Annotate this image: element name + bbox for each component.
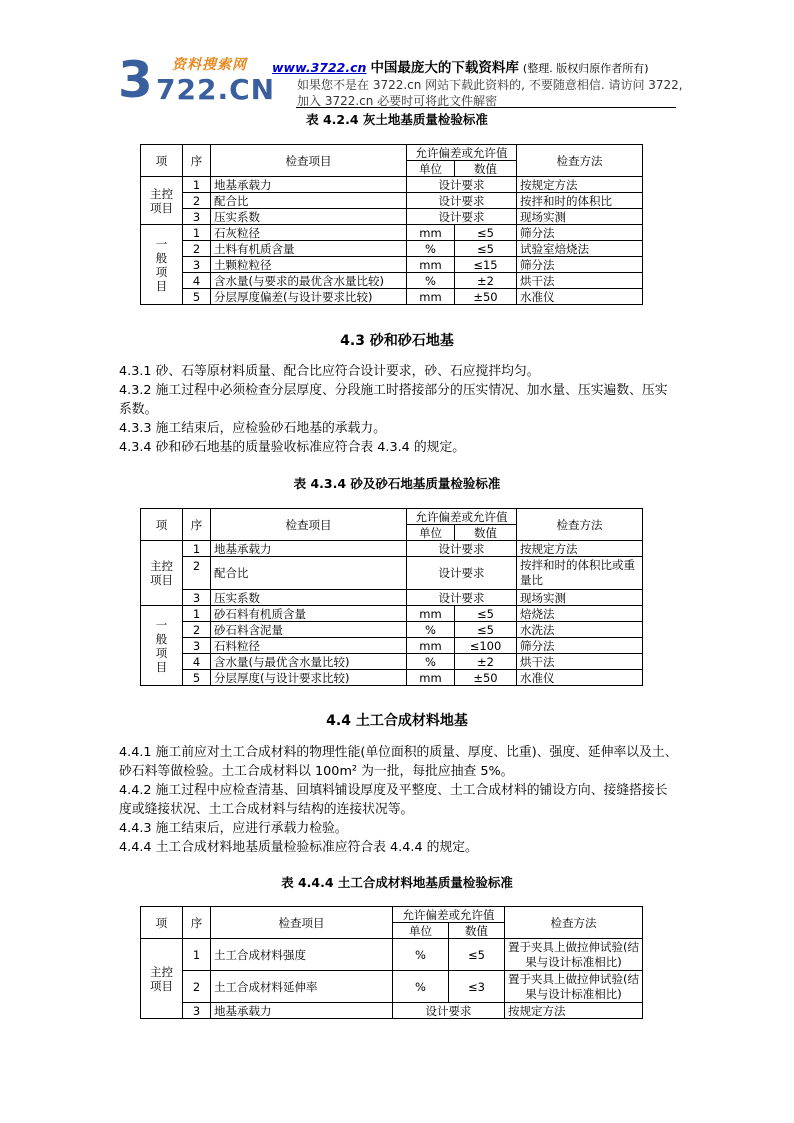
row-value: ±2 bbox=[455, 273, 517, 289]
row-requirement: 设计要求 bbox=[407, 557, 517, 590]
row-item: 分层厚度(与设计要求比较) bbox=[211, 670, 407, 686]
row-unit: mm bbox=[407, 225, 455, 241]
row-method: 焙烧法 bbox=[517, 606, 643, 622]
row-unit: mm bbox=[407, 257, 455, 273]
row-method: 烘干法 bbox=[517, 654, 643, 670]
table-row bbox=[141, 541, 643, 557]
row-method: 按规定方法 bbox=[517, 541, 643, 557]
row-no: 2 bbox=[183, 193, 211, 209]
table-row bbox=[141, 557, 643, 590]
logo-domain: 722.CN bbox=[156, 73, 276, 106]
row-unit: % bbox=[393, 971, 449, 1003]
col-value: 数值 bbox=[449, 923, 505, 939]
table-row bbox=[141, 606, 643, 622]
row-method: 烘干法 bbox=[517, 273, 643, 289]
row-item: 含水量(与最优含水量比较) bbox=[211, 654, 407, 670]
col-seq: 序 bbox=[183, 907, 211, 939]
table-caption-4-2-4: 表 4.2.4 灰土地基质量检验标准 bbox=[306, 112, 488, 127]
row-no: 3 bbox=[183, 257, 211, 273]
table-row bbox=[141, 670, 643, 686]
row-item: 石灰粒径 bbox=[211, 225, 407, 241]
table-row bbox=[141, 209, 643, 225]
table-row bbox=[141, 590, 643, 606]
site-logo[interactable] bbox=[118, 51, 278, 110]
table-row bbox=[141, 654, 643, 670]
row-no: 3 bbox=[183, 638, 211, 654]
group-main: 主控项目 bbox=[141, 939, 183, 1019]
row-value: ≤15 bbox=[455, 257, 517, 273]
row-item: 砂石料含泥量 bbox=[211, 622, 407, 638]
row-no: 2 bbox=[183, 622, 211, 638]
row-item: 压实系数 bbox=[211, 209, 407, 225]
section-title-4-4: 4.4 土工合成材料地基 bbox=[326, 713, 468, 729]
col-method: 检查方法 bbox=[517, 509, 643, 541]
row-value: ≤5 bbox=[455, 606, 517, 622]
site-title: 中国最庞大的下载资料库 bbox=[370, 60, 519, 76]
row-requirement: 设计要求 bbox=[407, 209, 517, 225]
row-value: ≤100 bbox=[455, 638, 517, 654]
table-row bbox=[141, 225, 643, 241]
row-item: 土工合成材料延伸率 bbox=[211, 971, 393, 1003]
col-value: 数值 bbox=[455, 161, 517, 177]
row-value: ±50 bbox=[455, 289, 517, 305]
logo-tagline: 资料搜索网 bbox=[172, 57, 247, 73]
table-row bbox=[141, 939, 643, 971]
row-item: 土工合成材料强度 bbox=[211, 939, 393, 971]
col-seq: 序 bbox=[183, 509, 211, 541]
quality-table-4-3-4 bbox=[140, 508, 643, 686]
row-method: 按规定方法 bbox=[517, 177, 643, 193]
group-main: 主控项目 bbox=[141, 541, 183, 606]
col-unit: 单位 bbox=[407, 525, 455, 541]
row-item: 砂石料有机质含量 bbox=[211, 606, 407, 622]
row-no: 4 bbox=[183, 273, 211, 289]
row-item: 石料粒径 bbox=[211, 638, 407, 654]
row-method: 筛分法 bbox=[517, 257, 643, 273]
row-item: 地基承载力 bbox=[211, 1003, 393, 1019]
row-method: 置于夹具上做拉伸试验(结果与设计标准相比) bbox=[505, 939, 643, 971]
row-item: 土颗粒粒径 bbox=[211, 257, 407, 273]
row-no: 3 bbox=[183, 209, 211, 225]
row-value: ≤3 bbox=[449, 971, 505, 1003]
row-item: 含水量(与要求的最优含水量比较) bbox=[211, 273, 407, 289]
row-item: 分层厚度偏差(与设计要求比较) bbox=[211, 289, 407, 305]
row-no: 5 bbox=[183, 289, 211, 305]
row-requirement: 设计要求 bbox=[407, 177, 517, 193]
row-no: 2 bbox=[183, 557, 211, 590]
row-no: 1 bbox=[183, 606, 211, 622]
row-unit: % bbox=[407, 273, 455, 289]
row-no: 1 bbox=[183, 541, 211, 557]
row-method: 筛分法 bbox=[517, 225, 643, 241]
col-item: 项 bbox=[141, 907, 183, 939]
col-check: 检查项目 bbox=[211, 907, 393, 939]
row-unit: mm bbox=[407, 606, 455, 622]
table-row bbox=[141, 241, 643, 257]
header-line-2: 如果您不是在 3722.cn 网站下载此资料的, 不要随意相信. 请访问 3722, bbox=[297, 78, 683, 92]
group-general: 一般项目 bbox=[141, 606, 183, 686]
row-method: 现场实测 bbox=[517, 590, 643, 606]
col-item: 项 bbox=[141, 509, 183, 541]
row-method: 水准仪 bbox=[517, 670, 643, 686]
row-value: ±2 bbox=[455, 654, 517, 670]
row-requirement: 设计要求 bbox=[407, 541, 517, 557]
header-line-1 bbox=[272, 56, 649, 76]
row-unit: mm bbox=[407, 289, 455, 305]
quality-table-4-2-4 bbox=[140, 144, 643, 305]
row-item: 土料有机质含量 bbox=[211, 241, 407, 257]
table-row bbox=[141, 177, 643, 193]
col-seq: 序 bbox=[183, 145, 211, 177]
row-requirement: 设计要求 bbox=[407, 193, 517, 209]
row-unit: mm bbox=[407, 670, 455, 686]
row-item: 配合比 bbox=[211, 557, 407, 590]
col-unit: 单位 bbox=[407, 161, 455, 177]
row-method: 按拌和时的体积比 bbox=[517, 193, 643, 209]
row-method: 按规定方法 bbox=[505, 1003, 643, 1019]
row-value: ≤5 bbox=[455, 241, 517, 257]
paragraph-4-3-3: 4.3.3 施工结束后，应检验砂石地基的承载力。 bbox=[119, 421, 386, 436]
col-value: 数值 bbox=[455, 525, 517, 541]
site-link[interactable]: www.3722.cn bbox=[272, 60, 367, 75]
row-value: ≤5 bbox=[455, 225, 517, 241]
row-method: 置于夹具上做拉伸试验(结果与设计标准相比) bbox=[505, 971, 643, 1003]
group-general: 一般项目 bbox=[141, 225, 183, 305]
row-method: 水洗法 bbox=[517, 622, 643, 638]
row-unit: % bbox=[407, 654, 455, 670]
row-no: 3 bbox=[183, 590, 211, 606]
col-method: 检查方法 bbox=[505, 907, 643, 939]
col-allow: 允许偏差或允许值 bbox=[407, 509, 517, 525]
paragraph-4-3-2: 4.3.2 施工过程中必须检查分层厚度、分段施工时搭接部分的压实情况、加水量、压实遍数、压实系数。 bbox=[119, 383, 668, 417]
row-item: 配合比 bbox=[211, 193, 407, 209]
row-item: 压实系数 bbox=[211, 590, 407, 606]
row-no: 1 bbox=[183, 939, 211, 971]
paragraph-4-4-1: 4.4.1 施工前应对土工合成材料的物理性能(单位面积的质量、厚度、比重)、强度、延伸率以及土、砂石料等做检验。土工合成材料以 100m² 为一批，每批应抽查 5%。 bbox=[119, 745, 678, 779]
paragraph-4-4-3: 4.4.3 施工结束后，应进行承载力检验。 bbox=[119, 821, 348, 836]
row-no: 1 bbox=[183, 225, 211, 241]
row-no: 3 bbox=[183, 1003, 211, 1019]
row-no: 1 bbox=[183, 177, 211, 193]
table-row bbox=[141, 971, 643, 1003]
col-item: 项 bbox=[141, 145, 183, 177]
col-allow: 允许偏差或允许值 bbox=[407, 145, 517, 161]
table-row bbox=[141, 1003, 643, 1019]
row-unit: % bbox=[407, 622, 455, 638]
header-line-3: 加入 3722.cn 必要时可将此文件解密 bbox=[297, 94, 498, 108]
paragraph-4-3-4: 4.3.4 砂和砂石地基的质量验收标准应符合表 4.3.4 的规定。 bbox=[119, 440, 466, 455]
row-method: 筛分法 bbox=[517, 638, 643, 654]
paragraph-4-4-2: 4.4.2 施工过程中应检查清基、回填料铺设厚度及平整度、土工合成材料的铺设方向、接缝搭接长度或缝接状况、土工合成材料与结构的连接状况等。 bbox=[119, 783, 668, 817]
row-value: ≤5 bbox=[449, 939, 505, 971]
row-no: 4 bbox=[183, 654, 211, 670]
row-value: ±50 bbox=[455, 670, 517, 686]
row-unit: mm bbox=[407, 638, 455, 654]
row-method: 按拌和时的体积比或重量比 bbox=[517, 557, 643, 590]
table-row bbox=[141, 622, 643, 638]
col-check: 检查项目 bbox=[211, 145, 407, 177]
row-method: 试验室焙烧法 bbox=[517, 241, 643, 257]
header-divider bbox=[296, 107, 676, 108]
table-row bbox=[141, 193, 643, 209]
table-caption-4-4-4: 表 4.4.4 土工合成材料地基质量检验标准 bbox=[281, 875, 513, 890]
group-main: 主控项目 bbox=[141, 177, 183, 225]
table-row bbox=[141, 638, 643, 654]
row-requirement: 设计要求 bbox=[393, 1003, 505, 1019]
row-no: 2 bbox=[183, 241, 211, 257]
paragraph-4-4-4: 4.4.4 土工合成材料地基质量检验标准应符合表 4.4.4 的规定。 bbox=[119, 840, 478, 855]
table-row bbox=[141, 289, 643, 305]
table-caption-4-3-4: 表 4.3.4 砂及砂石地基质量检验标准 bbox=[293, 476, 501, 491]
row-value: ≤5 bbox=[455, 622, 517, 638]
site-note: (整理. 版权归原作者所有) bbox=[522, 62, 649, 75]
row-item: 地基承载力 bbox=[211, 541, 407, 557]
row-no: 2 bbox=[183, 971, 211, 1003]
row-unit: % bbox=[407, 241, 455, 257]
col-method: 检查方法 bbox=[517, 145, 643, 177]
col-check: 检查项目 bbox=[211, 509, 407, 541]
quality-table-4-4-4 bbox=[140, 906, 643, 1019]
row-method: 现场实测 bbox=[517, 209, 643, 225]
table-row bbox=[141, 273, 643, 289]
section-title-4-3: 4.3 砂和砂石地基 bbox=[340, 333, 454, 349]
paragraph-4-3-1: 4.3.1 砂、石等原材料质量、配合比应符合设计要求，砂、石应搅拌均匀。 bbox=[119, 364, 540, 379]
row-no: 5 bbox=[183, 670, 211, 686]
row-requirement: 设计要求 bbox=[407, 590, 517, 606]
col-unit: 单位 bbox=[393, 923, 449, 939]
table-row bbox=[141, 257, 643, 273]
col-allow: 允许偏差或允许值 bbox=[393, 907, 505, 923]
logo-digit: 3 bbox=[118, 51, 153, 109]
row-unit: % bbox=[393, 939, 449, 971]
row-method: 水准仪 bbox=[517, 289, 643, 305]
row-item: 地基承载力 bbox=[211, 177, 407, 193]
